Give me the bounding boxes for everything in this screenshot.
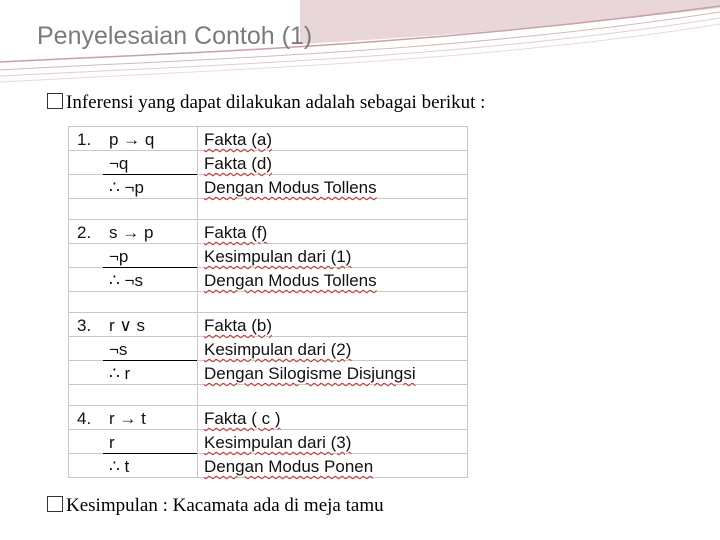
- reason-text: Kesimpulan dari (1): [204, 247, 352, 266]
- step-number: [69, 175, 104, 199]
- formula-cell: ¬q: [103, 151, 198, 175]
- reason-text: Dengan Modus Tollens: [204, 271, 377, 290]
- reason-text: Kesimpulan dari (2): [204, 340, 352, 359]
- inference-table: [68, 126, 468, 478]
- conclusion-text: Kesimpulan : Kacamata ada di meja tamu: [66, 495, 384, 516]
- reason-cell: [198, 337, 468, 361]
- step-number: [69, 337, 104, 361]
- formula-cell: ∴ ¬p: [103, 175, 198, 199]
- table-row: [69, 268, 468, 292]
- table-row: [69, 313, 468, 337]
- step-number: 4.: [69, 406, 104, 430]
- reason-text: Fakta (b): [204, 316, 273, 335]
- step-number: [69, 151, 104, 175]
- formula-cell: ∴ ¬s: [103, 268, 198, 292]
- intro-line: [47, 92, 485, 114]
- table-row: [69, 337, 468, 361]
- step-number: [69, 244, 104, 268]
- conclusion-line: [47, 495, 384, 517]
- step-number: [69, 268, 104, 292]
- reason-cell: [198, 151, 468, 175]
- spacer-row: [69, 292, 468, 313]
- reason-cell: [198, 244, 468, 268]
- step-number: [69, 454, 104, 478]
- reason-text: Dengan Silogisme Disjungsi: [204, 364, 416, 383]
- bullet-icon: [47, 93, 63, 109]
- bullet-icon: [47, 496, 63, 512]
- spacer-cell: [69, 292, 104, 313]
- reason-text: Dengan Modus Tollens: [204, 178, 377, 197]
- reason-text: Fakta (a): [204, 130, 273, 149]
- reason-cell: [198, 430, 468, 454]
- formula-cell: ¬p: [103, 244, 198, 268]
- table-row: [69, 454, 468, 478]
- table-row: [69, 406, 468, 430]
- reason-cell: [198, 175, 468, 199]
- reason-text: Fakta ( c ): [204, 409, 281, 428]
- reason-cell: [198, 268, 468, 292]
- formula-cell: r → t: [103, 406, 198, 430]
- table-row: [69, 430, 468, 454]
- spacer-cell: [69, 199, 104, 220]
- reason-cell: [198, 220, 468, 244]
- formula-cell: s → p: [103, 220, 198, 244]
- step-number: 2.: [69, 220, 104, 244]
- spacer-cell: [103, 292, 198, 313]
- table-row: [69, 175, 468, 199]
- spacer-cell: [103, 199, 198, 220]
- spacer-cell: [103, 385, 198, 406]
- table-row: [69, 151, 468, 175]
- formula-cell: r ∨ s: [103, 313, 198, 337]
- table-row: [69, 127, 468, 151]
- reason-cell: [198, 361, 468, 385]
- spacer-row: [69, 385, 468, 406]
- step-number: [69, 430, 104, 454]
- spacer-cell: [198, 199, 468, 220]
- reason-cell: [198, 406, 468, 430]
- spacer-cell: [69, 385, 104, 406]
- formula-cell: ∴ r: [103, 361, 198, 385]
- reason-cell: [198, 127, 468, 151]
- reason-text: Kesimpulan dari (3): [204, 433, 352, 452]
- table-row: [69, 220, 468, 244]
- table-row: [69, 244, 468, 268]
- reason-text: Fakta (f): [204, 223, 268, 242]
- step-number: 1.: [69, 127, 104, 151]
- formula-cell: p → q: [103, 127, 198, 151]
- formula-cell: ∴ t: [103, 454, 198, 478]
- intro-text: Inferensi yang dapat dilakukan adalah sebagai berikut :: [66, 92, 486, 113]
- reason-cell: [198, 454, 468, 478]
- reason-text: Fakta (d): [204, 154, 273, 173]
- reason-text: Dengan Modus Ponen: [204, 457, 374, 476]
- step-number: 3.: [69, 313, 104, 337]
- reason-cell: [198, 313, 468, 337]
- spacer-cell: [198, 385, 468, 406]
- formula-cell: ¬s: [103, 337, 198, 361]
- spacer-row: [69, 199, 468, 220]
- step-number: [69, 361, 104, 385]
- formula-cell: r: [103, 430, 198, 454]
- spacer-cell: [198, 292, 468, 313]
- table-row: [69, 361, 468, 385]
- slide-title: Penyelesaian Contoh (1): [37, 22, 313, 50]
